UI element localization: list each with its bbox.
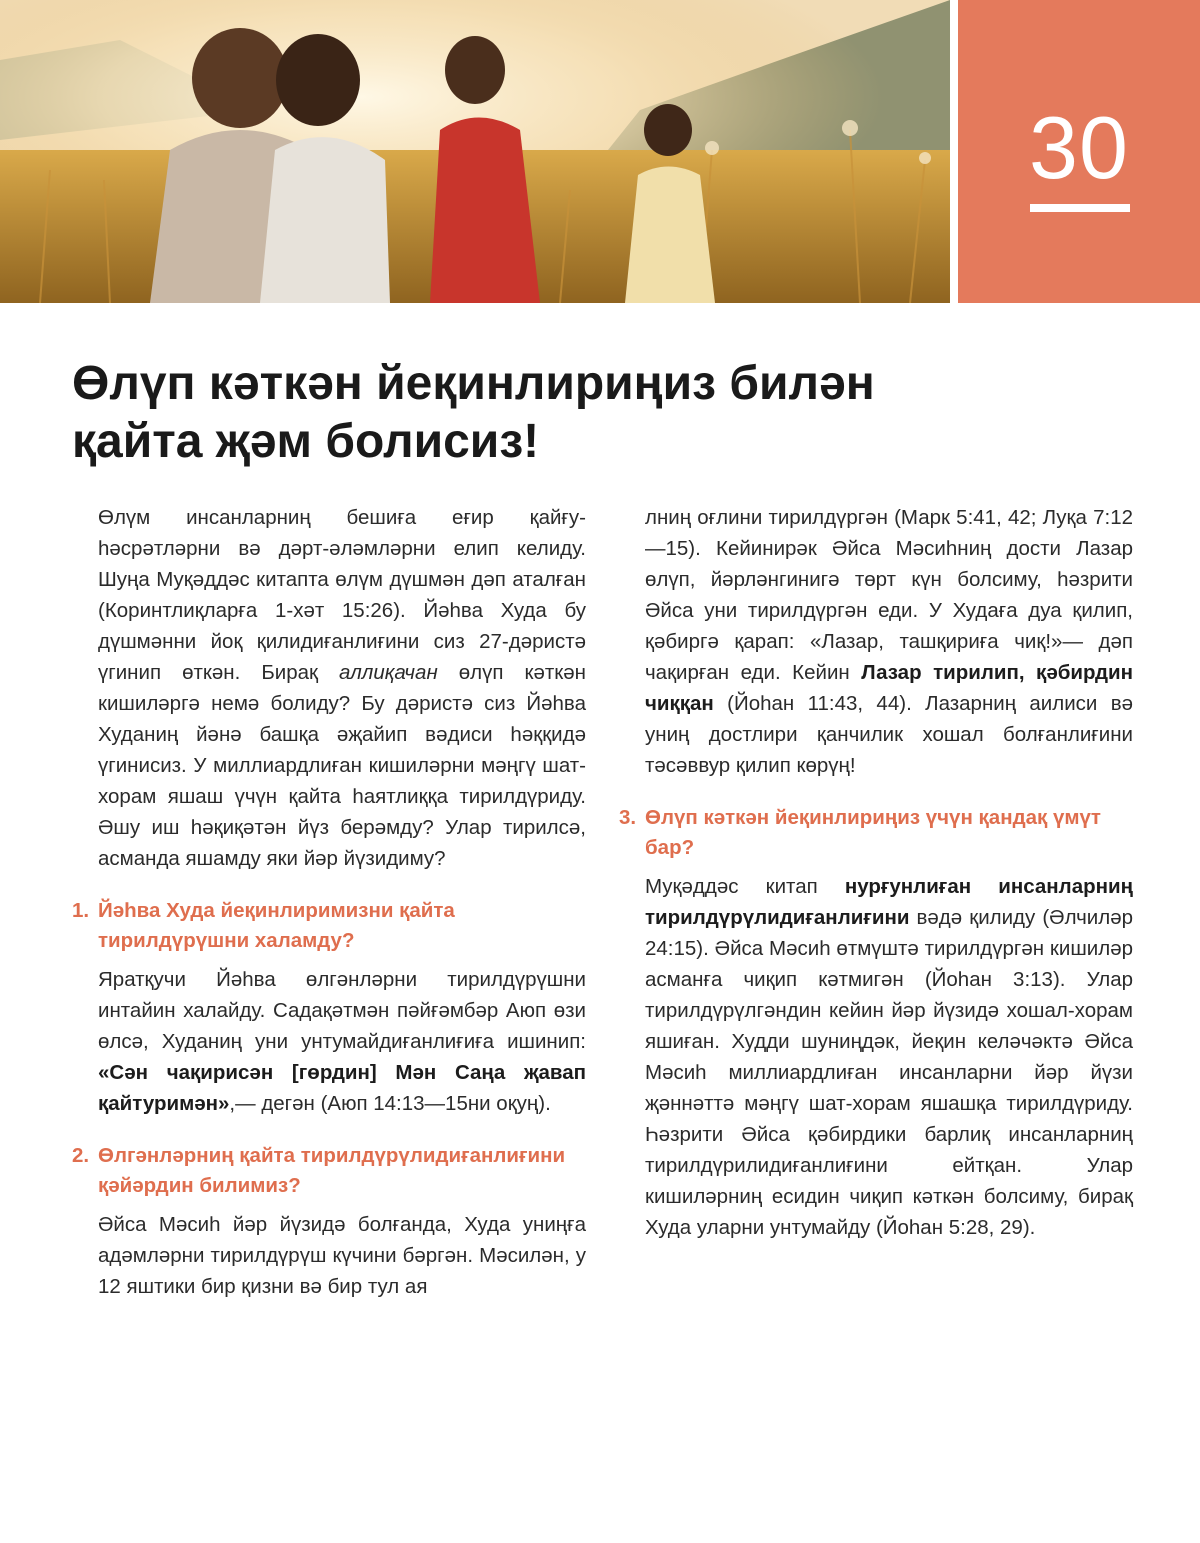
answer-2-text-1-continued: лниң оғлини тирилдүргән (Марк 5:41, 42; Луқа 7:12—15). Кейинирәк Әйса Мәсиһниң дости Лазар өлүп, йәрләнгинигә төрт күн болсиму, һәзрити Әйса уни тирилдүргән еди. У Худаға дуа қилип, қәбиргә қарап: «Лазар, ташқириға чиқ!»— дәп чақирған еди. Кейин [645, 506, 1133, 684]
answer-2-text-1: Әйса Мәсиһ йәр йүзидә болғанда, Худа униңға адәмләрни тирилдүрүш күчини бәргән. Мәсилән, у 12 яштики бир қизни вә бир тул ая [98, 1213, 586, 1298]
question-1-heading [72, 896, 586, 956]
page-title-line-1: Өлүп кәткән йеқинлириңиз билән [72, 357, 875, 410]
answer-2-continued [645, 502, 1133, 781]
intro-emphasis: аллиқачан [339, 661, 438, 684]
answer-3-text-1: Муқәддәс китап [645, 875, 845, 898]
intro-paragraph [98, 502, 586, 874]
question-1-number: 1. [72, 899, 90, 922]
answer-3-bold: нурғунлиған инсанларниң тирилдүрүлидиғанлиғини [645, 875, 1133, 929]
question-3-heading [619, 803, 1133, 863]
answer-1-text-2: ,— дегән (Аюп 14:13—15ни оқуң). [229, 1092, 551, 1115]
page-title-line-2: қайта җәм болисиз! [72, 415, 540, 468]
lesson-number: 30 [1029, 98, 1129, 197]
hero-photo [0, 0, 950, 303]
question-2-number: 2. [72, 1144, 90, 1167]
answer-3-text-2: вәдә қилиду (Әлчиләр 24:15). Әйса Мәсиһ өтмүштә тирилдүргән кишиләр асманға чиқип кәтмигән (Йоһан 3:13). Улар тирилдүрүлгәндин кейин йәр йүзидә хошал-хорам яшиған. Худди шуниңдәк, йеқин келәчәктә Әйса Мәсиһ миллиардлиған инсанларни йәр йүзи җәннәттә мәңгү шат-хорам яшашқа тирилдүриду. Һәзрити Әйса қәбирдики барлиқ инсанларниң тирилдүрилидиғанлиғини ейтқан. Улар кишиләрниң есидин чиқип кәткән болсиму, бирақ Худа уларни унтумайду (Йоһан 5:28, 29). [645, 906, 1133, 1239]
answer-2-text-2: (Йоһан 11:43, 44). Лазарниң аилиси вә униң достлири қанчилик хошал болғанлиғини тәсәввур қилип көрүң! [645, 692, 1133, 777]
answer-3-paragraph [645, 871, 1133, 1243]
lesson-number-underline [1030, 204, 1130, 212]
question-2-heading [72, 1141, 586, 1201]
right-column [619, 502, 1133, 1243]
question-1-text: Йәһва Худа йеқинлиримизни қайта тирилдүрүшни халамду? [98, 899, 455, 952]
lesson-number-badge [958, 0, 1200, 303]
question-2-text: Өлгәнләрниң қайта тирилдүрүлидиғанлиғини қәйәрдин билимиз? [98, 1144, 566, 1197]
answer-2-paragraph [98, 1209, 586, 1302]
answer-1-text-1: Яратқучи Йәһва өлгәнләрни тирилдүрүшни интайин халайду. Садақәтмән пәйғәмбәр Аюп өзи өлсә, Худаниң уни унтумайдиғанлиғиға ишинип: [98, 968, 586, 1053]
intro-text-2: өлүп кәткән кишиләргә немә болиду? Бу дәристә сиз Йәһва Худаниң йәнә башқа әҗайип вәдиси һәққидә үгинисиз. У миллиардлиған кишиләрни мәңгү шат-хорам яшаш үчүн қайта һаятлиққа тирилдүриду. Әшу иш һәқиқәтән йүз берәмду? Улар тирилсә, асманда яшамду яки йәр йүзидиму? [98, 661, 586, 870]
answer-1-paragraph [98, 964, 586, 1119]
question-3-number: 3. [619, 806, 637, 829]
family-meadow-illustration [0, 0, 950, 303]
left-column [72, 502, 586, 1302]
answer-2-bold: Лазар тирилип, қәбирдин чиққан [645, 661, 1133, 715]
page-title [72, 355, 1072, 471]
intro-text-1: Өлүм инсанларниң бешиға еғир қайғу-һәсрәтләрни вә дәрт-әләмләрни елип келиду. Шуңа Муқәддәс китапта өлүм дүшмән дәп аталған (Коринтлиқларға 1-хәт 15:26). Йәһва Худа бу дүшмәнни йоқ қилидиғанлиғини сиз 27-дәристә үгинип өткән. Бирақ [98, 506, 586, 684]
answer-1-bold: «Сән чақирисән [гөрдин] Мән Саңа җавап қайтуримән» [98, 1061, 586, 1115]
question-3-text: Өлүп кәткән йеқинлириңиз үчүн қандақ үмүт бар? [645, 806, 1101, 859]
